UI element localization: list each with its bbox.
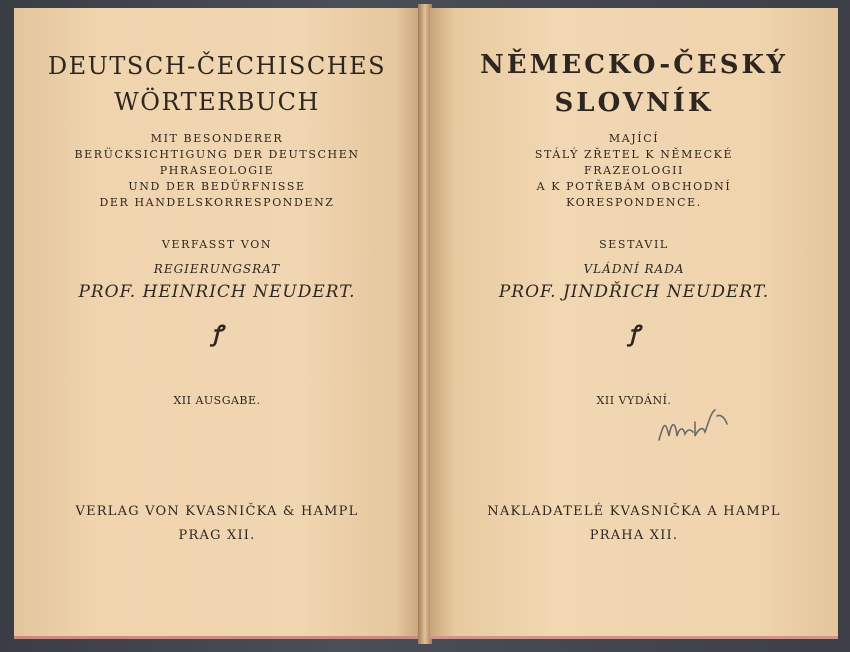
left-ornament-icon: ꝭ bbox=[211, 321, 223, 347]
right-subtitle-line: KORESPONDENCE. bbox=[566, 196, 702, 209]
right-subtitle-line: FRAZEOLOGII bbox=[584, 164, 684, 177]
right-author-role: VLÁDNÍ RADA bbox=[583, 262, 685, 276]
left-publisher-line2: PRAG XII. bbox=[178, 528, 256, 543]
left-title-line2: WÖRTERBUCH bbox=[114, 88, 320, 116]
left-subtitle-line: BERÜCKSICHTIGUNG DER DEUTSCHEN bbox=[74, 148, 360, 161]
right-title-line1: NĚMECKO-ČESKÝ bbox=[480, 50, 788, 80]
right-subtitle-line: A K POTŘEBÁM OBCHODNÍ bbox=[536, 180, 732, 193]
left-title-page bbox=[14, 8, 420, 639]
right-subtitle-line: MAJÍCÍ bbox=[608, 132, 660, 145]
left-subtitle-line: UND DER BEDÜRFNISSE bbox=[128, 180, 306, 193]
right-authored-by: SESTAVIL bbox=[599, 238, 669, 251]
left-publisher-line1: VERLAG VON KVASNIČKA & HAMPL bbox=[75, 504, 359, 519]
left-subtitle-line: DER HANDELSKORRESPONDENZ bbox=[99, 196, 335, 209]
right-title-line2: SLOVNÍK bbox=[554, 88, 714, 118]
right-ornament-icon: ꝭ bbox=[628, 321, 640, 347]
left-edition: XII AUSGABE. bbox=[173, 394, 261, 407]
right-subtitle-line: STÁLÝ ZŘETEL K NĚMECKÉ bbox=[534, 148, 734, 161]
left-authored-by: VERFASST VON bbox=[161, 238, 273, 251]
right-publisher-line1: NAKLADATELÉ KVASNIČKA A HAMPL bbox=[487, 504, 781, 519]
left-subtitle-line: PHRASEOLOGIE bbox=[159, 164, 275, 177]
handwritten-signature bbox=[655, 406, 735, 446]
right-author-name: PROF. JINDŘICH NEUDERT. bbox=[498, 282, 770, 302]
right-edition: XII VYDÁNÍ. bbox=[596, 394, 672, 407]
left-subtitle-line: MIT BESONDERER bbox=[150, 132, 284, 145]
right-publisher-line2: PRAHA XII. bbox=[589, 528, 679, 543]
left-author-name: PROF. HEINRICH NEUDERT. bbox=[78, 282, 356, 302]
right-title-page bbox=[430, 8, 838, 639]
left-title-line1: DEUTSCH-ČECHISCHES bbox=[47, 52, 387, 80]
left-author-role: REGIERUNGSRAT bbox=[153, 262, 281, 276]
